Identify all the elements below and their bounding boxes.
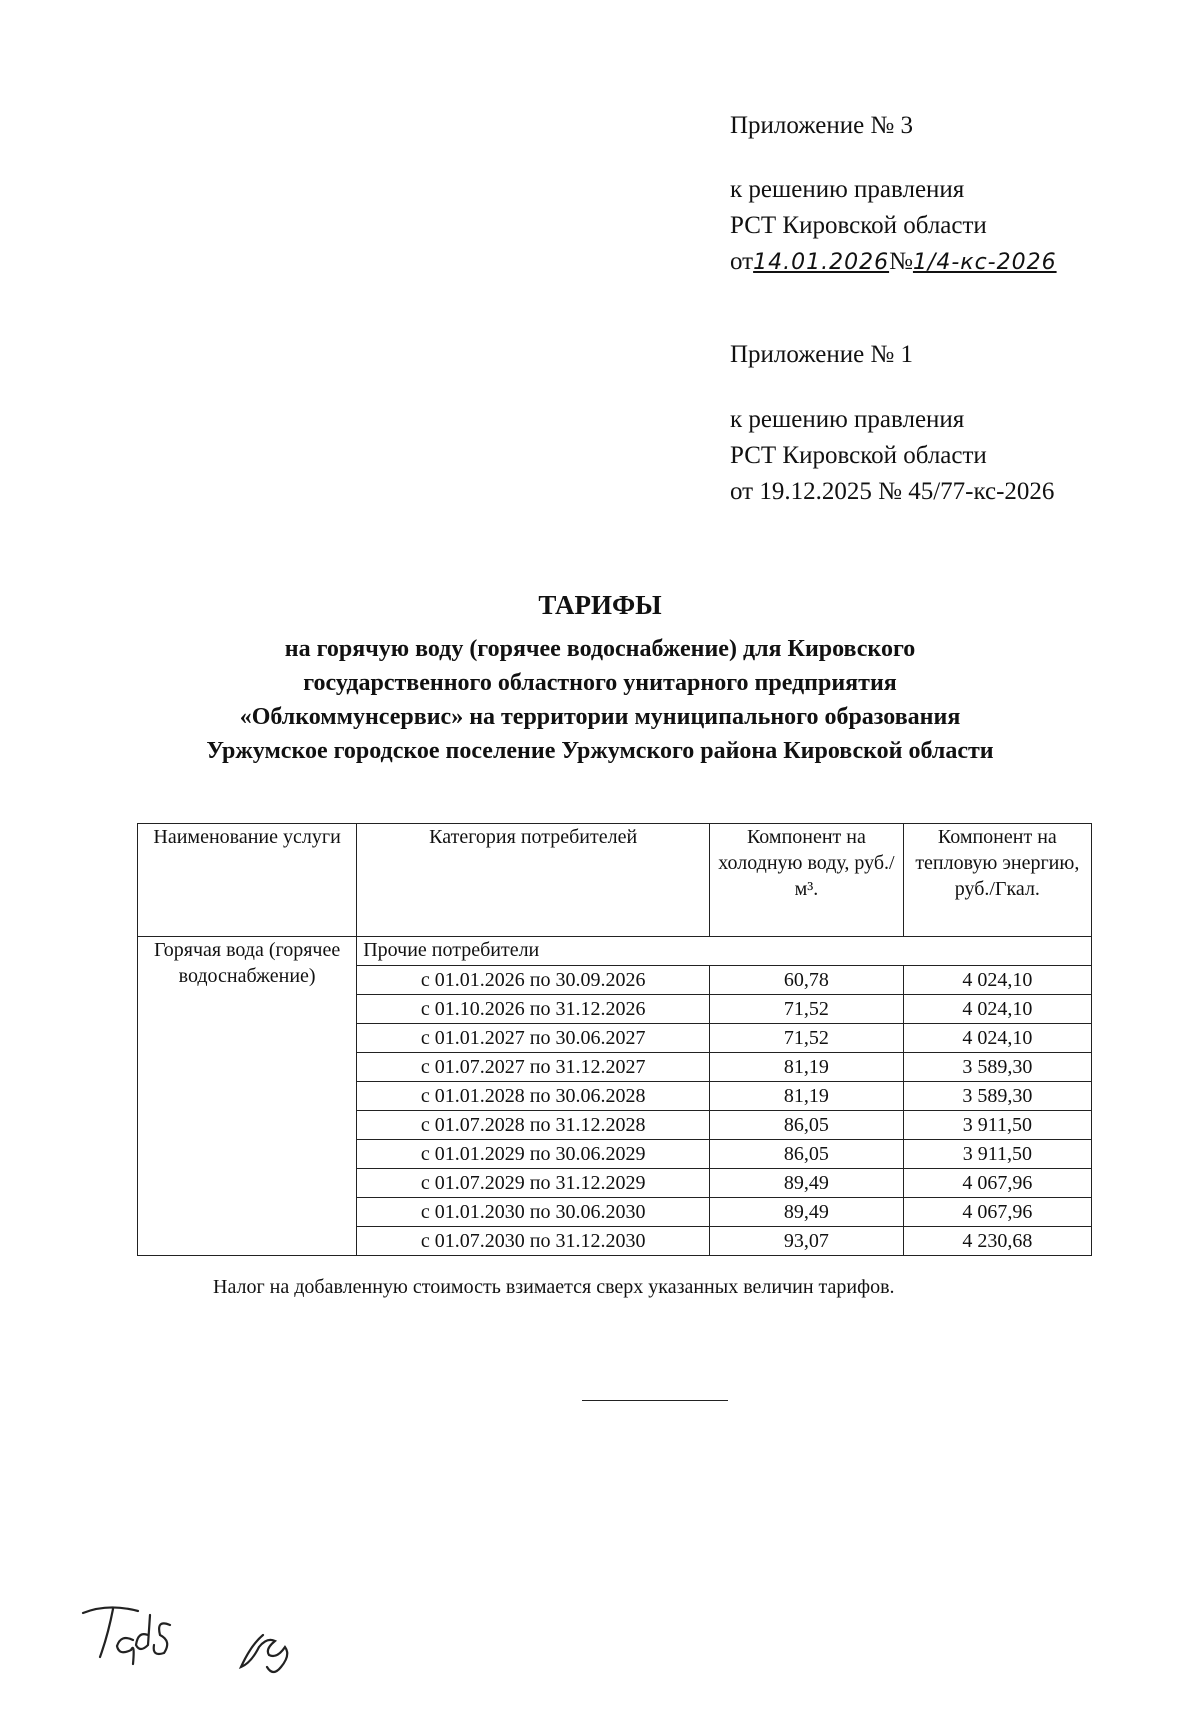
decision2-line-2: РСТ Кировской области: [730, 442, 987, 469]
subtitle-line-2: государственного областного унитарного предприятия: [303, 670, 897, 696]
decision2-line-1: к решению правления: [730, 406, 965, 433]
appendix-3-label: Приложение № 3: [730, 112, 914, 139]
cold-water-cell: 89,49: [710, 1198, 903, 1227]
heat-energy-cell: 4 024,10: [903, 995, 1091, 1024]
heat-energy-cell: 4 067,96: [903, 1169, 1091, 1198]
period-cell: с 01.01.2028 по 30.06.2028: [357, 1082, 710, 1111]
subtitle-line-4: Уржумское городское поселение Уржумского района Кировской области: [206, 738, 994, 764]
handwritten-date: 14.01.2026: [753, 250, 890, 275]
period-cell: с 01.07.2030 по 31.12.2030: [357, 1227, 710, 1256]
cold-water-cell: 81,19: [710, 1053, 903, 1082]
period-cell: с 01.07.2027 по 31.12.2027: [357, 1053, 710, 1082]
cold-water-cell: 93,07: [710, 1227, 903, 1256]
header-heat-energy: Компонент на тепловую энергию, руб./Гкал.: [903, 824, 1091, 937]
heat-energy-cell: 4 230,68: [903, 1227, 1091, 1256]
handwritten-number: 1/4-кс-2026: [912, 250, 1057, 275]
tariff-table: [137, 823, 1092, 1256]
appendix-1-label: Приложение № 1: [730, 341, 914, 368]
cold-water-cell: 71,52: [710, 995, 903, 1024]
cold-water-cell: 71,52: [710, 1024, 903, 1053]
header-cold-water: Компонент на холодную воду, руб./м³.: [710, 824, 903, 937]
from-prefix: от: [730, 248, 754, 275]
document-title: ТАРИФЫ: [538, 590, 662, 620]
heat-energy-cell: 4 024,10: [903, 966, 1091, 995]
separator-line: [582, 1400, 728, 1401]
cold-water-cell: 86,05: [710, 1140, 903, 1169]
header-service-name: Наименование услуги: [138, 824, 357, 937]
cold-water-cell: 86,05: [710, 1111, 903, 1140]
vat-note: Налог на добавленную стоимость взимается сверх указанных величин тарифов.: [213, 1276, 895, 1298]
period-cell: с 01.01.2029 по 30.06.2029: [357, 1140, 710, 1169]
period-cell: с 01.07.2028 по 31.12.2028: [357, 1111, 710, 1140]
period-cell: с 01.07.2029 по 31.12.2029: [357, 1169, 710, 1198]
subtitle-line-3: «Облкоммунсервис» на территории муниципального образования: [239, 704, 961, 730]
number-sign: №: [889, 248, 913, 275]
heat-energy-cell: 4 067,96: [903, 1198, 1091, 1227]
period-cell: с 01.01.2030 по 30.06.2030: [357, 1198, 710, 1227]
period-cell: с 01.01.2026 по 30.09.2026: [357, 966, 710, 995]
document-subtitle: [0, 632, 1200, 768]
cold-water-cell: 60,78: [710, 966, 903, 995]
cold-water-cell: 89,49: [710, 1169, 903, 1198]
period-cell: с 01.01.2027 по 30.06.2027: [357, 1024, 710, 1053]
heat-energy-cell: 4 024,10: [903, 1024, 1091, 1053]
period-cell: с 01.10.2026 по 31.12.2026: [357, 995, 710, 1024]
category-row: [138, 937, 1092, 966]
heat-energy-cell: 3 911,50: [903, 1140, 1091, 1169]
header-consumer-category: Категория потребителей: [357, 824, 710, 937]
subtitle-line-1: на горячую воду (горячее водоснабжение) для Кировского: [284, 636, 916, 662]
decision-date-number: [730, 244, 1057, 281]
decision-line-2: РСТ Кировской области: [730, 212, 987, 239]
heat-energy-cell: 3 589,30: [903, 1053, 1091, 1082]
cold-water-cell: 81,19: [710, 1082, 903, 1111]
service-name-cell: Горячая вода (горячее водоснабжение): [138, 937, 357, 1256]
decision-line-1: к решению правления: [730, 176, 965, 203]
heat-energy-cell: 3 589,30: [903, 1082, 1091, 1111]
heat-energy-cell: 3 911,50: [903, 1111, 1091, 1140]
table-header-row: [138, 824, 1092, 937]
handwritten-signature: [78, 1595, 338, 1675]
decision2-line-3: от 19.12.2025 № 45/77-кс-2026: [730, 478, 1055, 505]
category-cell: Прочие потребители: [357, 937, 1092, 966]
